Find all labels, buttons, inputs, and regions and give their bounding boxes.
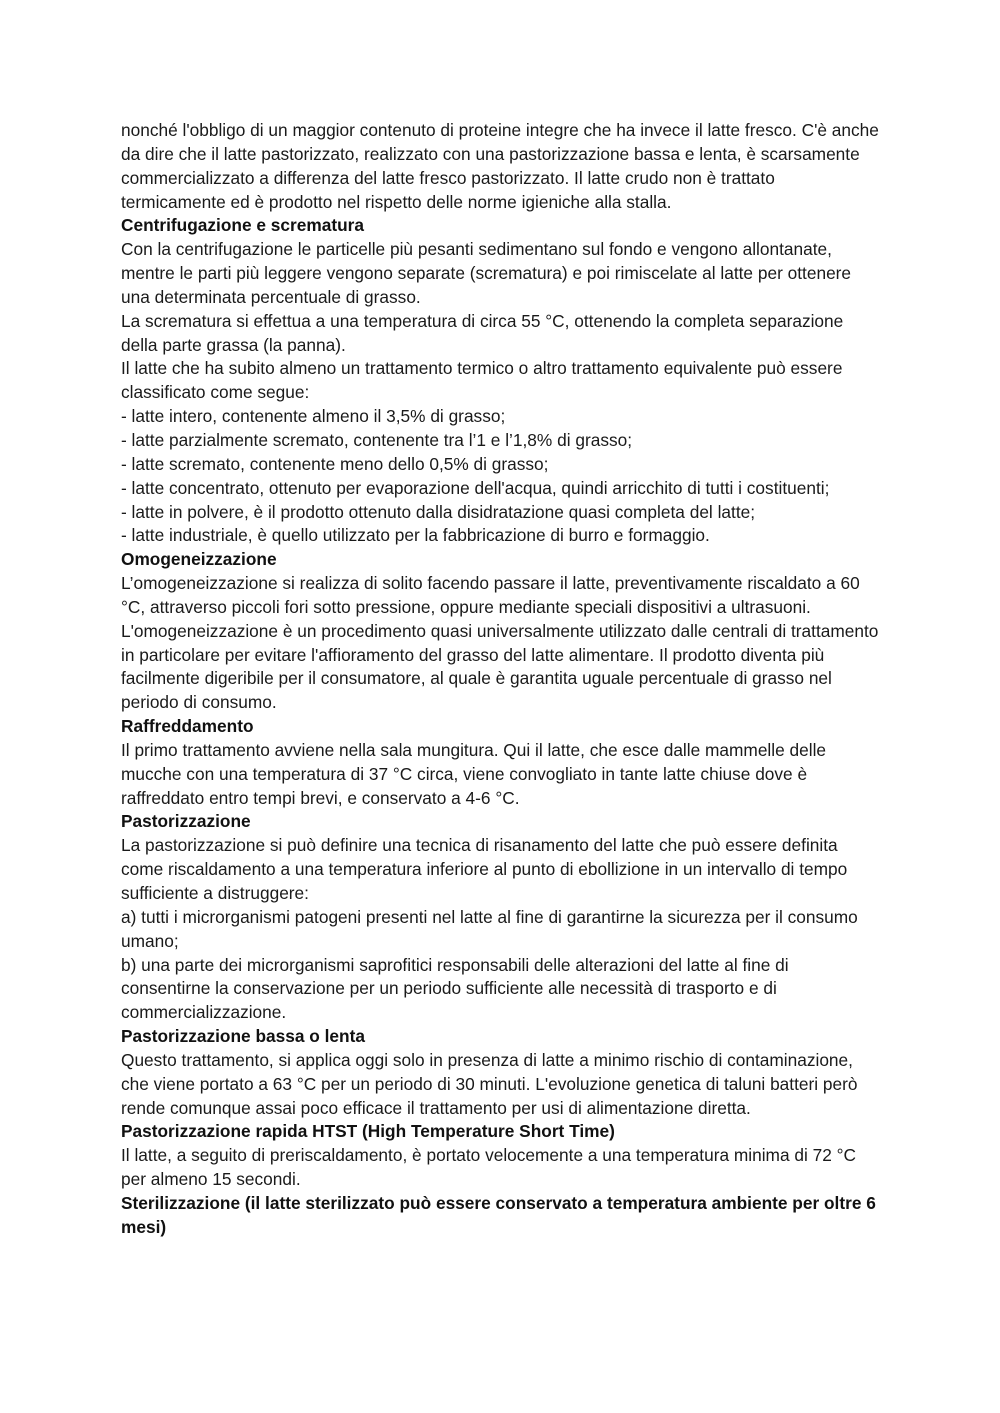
paragraph-pastorizzazione-b: b) una parte dei microrganismi saprofitici responsabili delle alterazioni del latte al fine di consentirne la conservazione per un periodo sufficiente alle necessità di trasporto e di commercializzazione. [121, 954, 789, 1023]
paragraph-pastorizzazione-htst: Il latte, a seguito di preriscaldamento, è portato velocemente a una temperatura minima di 72 °C per almeno 15 secondi. [121, 1145, 857, 1190]
list-item: - latte parzialmente scremato, contenente tra l’1 e l’1,8% di grasso; [121, 429, 633, 450]
paragraph-centrifugazione: Con la centrifugazione le particelle più pesanti sedimentano sul fondo e vengono allontanate, mentre le parti più leggere vengono separate (scrematura) e poi rimiscelate al latte per ottenere una determinata percentuale di grasso. [121, 239, 852, 307]
document-page [121, 119, 881, 1240]
paragraph-pastorizzazione: La pastorizzazione si può definire una tecnica di risanamento del latte che può essere definita come riscaldamento a una temperatura inferiore al punto di ebollizione in un intervallo di tempo sufficiente a distruggere: [121, 835, 848, 903]
paragraph-omogeneizzazione: L’omogeneizzazione si realizza di solito facendo passare il latte, preventivamente riscaldato a 60 °C, attraverso piccoli fori sotto pressione, oppure mediante speciali dispositivi a ultrasuoni. L'omogeneizzazione è un procedimento quasi universalmente utilizzato dalle centrali di trattamento in particolare per evitare l'affioramento del grasso del latte alimentare. Il prodotto diventa più facilmente digeribile per il consumatore, al quale è garantita uguale percentuale di grasso nel periodo di consumo. [121, 573, 879, 713]
list-item: - latte in polvere, è il prodotto ottenuto dalla disidratazione quasi completa del latte; [121, 501, 756, 522]
list-item: - latte intero, contenente almeno il 3,5% di grasso; [121, 406, 506, 427]
heading-raffreddamento: Raffreddamento [121, 716, 254, 737]
heading-pastorizzazione: Pastorizzazione [121, 811, 251, 832]
paragraph-pastorizzazione-a: a) tutti i microrganismi patogeni presenti nel latte al fine di garantirne la sicurezza per il consumo umano; [121, 906, 858, 951]
heading-pastorizzazione-bassa: Pastorizzazione bassa o lenta [121, 1026, 365, 1047]
heading-omogeneizzazione: Omogeneizzazione [121, 549, 277, 570]
paragraph-pastorizzazione-bassa: Questo trattamento, si applica oggi solo in presenza di latte a minimo rischio di contaminazione, che viene portato a 63 °C per un periodo di 30 minuti. L'evoluzione genetica di taluni batteri però rende comunque assai poco efficace il trattamento per usi di alimentazione diretta. [121, 1049, 858, 1118]
list-item: - latte scremato, contenente meno dello 0,5% di grasso; [121, 453, 549, 474]
paragraph-intro-continuation: nonché l'obbligo di un maggior contenuto di proteine integre che ha invece il latte fresco. C'è anche da dire che il latte pastorizzato, realizzato con una pastorizzazione bassa e lenta, è scarsamente commercializzato a differenza del latte fresco pastorizzato. Il latte crudo non è trattato termicamente ed è prodotto nel rispetto delle norme igieniche alla stalla. [121, 120, 879, 212]
heading-pastorizzazione-htst: Pastorizzazione rapida HTST (High Temperature Short Time) [121, 1121, 615, 1142]
list-item: - latte industriale, è quello utilizzato per la fabbricazione di burro e formaggio. [121, 525, 710, 546]
heading-centrifugazione: Centrifugazione e scrematura [121, 215, 364, 236]
list-item: - latte concentrato, ottenuto per evaporazione dell'acqua, quindi arricchito di tutti i costituenti; [121, 477, 830, 498]
paragraph-scrematura: La scrematura si effettua a una temperatura di circa 55 °C, ottenendo la completa separazione della parte grassa (la panna). [121, 310, 844, 355]
paragraph-classificazione: Il latte che ha subito almeno un trattamento termico o altro trattamento equivalente può essere classificato come segue: [121, 358, 843, 403]
paragraph-raffreddamento: Il primo trattamento avviene nella sala mungitura. Qui il latte, che esce dalle mammelle delle mucche con una temperatura di 37 °C circa, viene convogliato in tante latte chiuse dove è raffreddato entro tempi brevi, e conservato a 4-6 °C. [121, 739, 827, 808]
heading-sterilizzazione: Sterilizzazione (il latte sterilizzato può essere conservato a temperatura ambiente per oltre 6 mesi) [121, 1192, 876, 1237]
